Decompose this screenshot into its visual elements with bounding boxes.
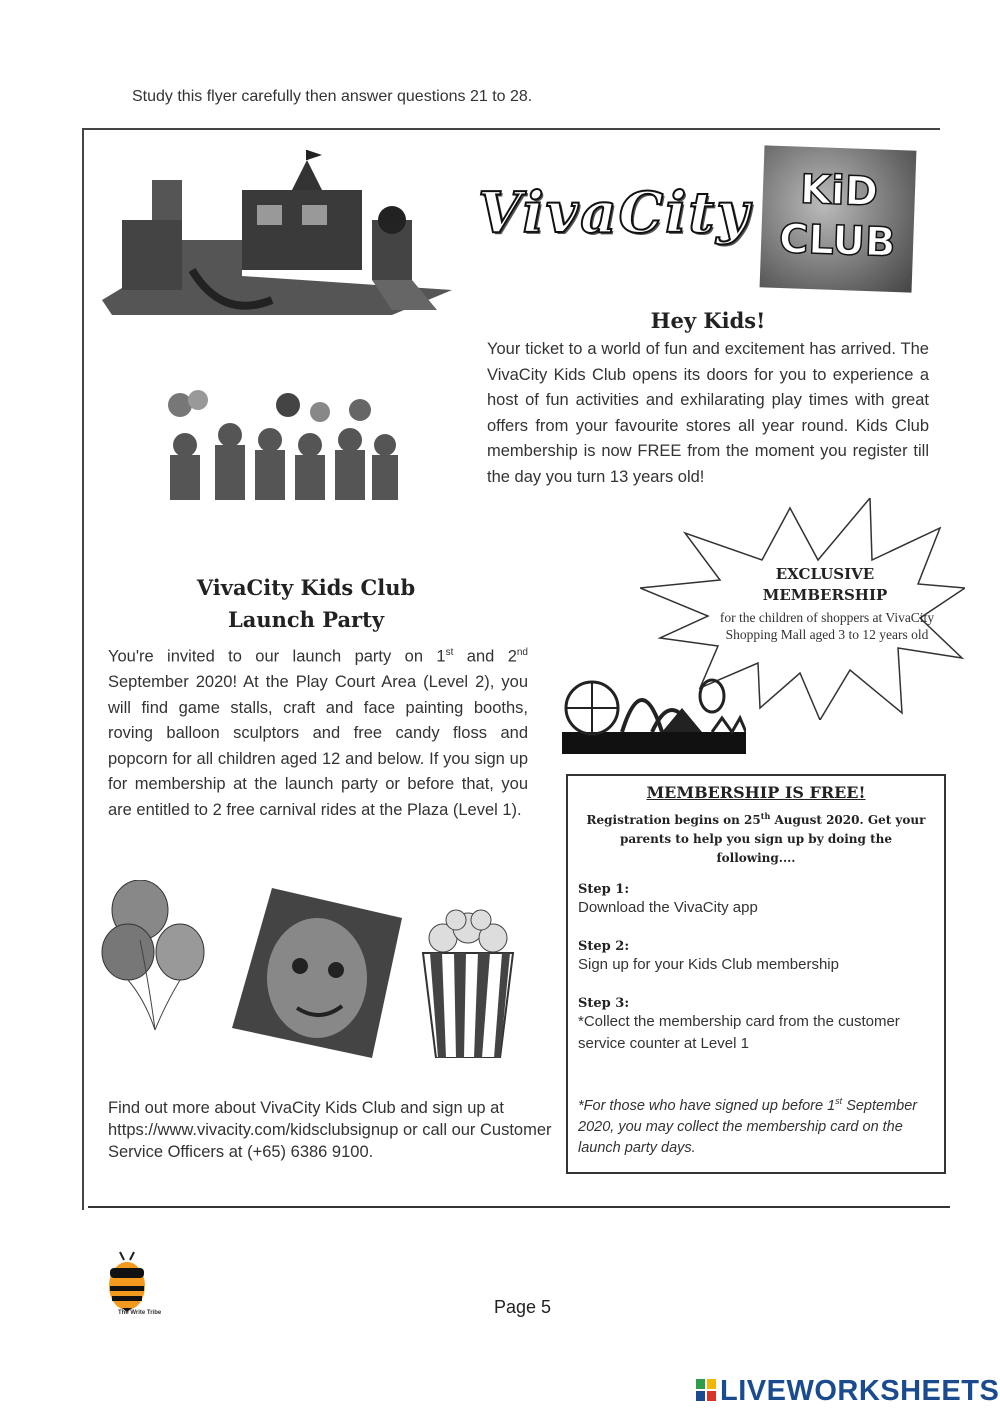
step-1: [578, 882, 928, 919]
step-2-label: Step 2:: [578, 939, 630, 954]
step-2-text: Sign up for your Kids Club membership: [578, 956, 839, 973]
note-sup: st: [835, 1096, 843, 1106]
flyer-border-bottom: [88, 1206, 950, 1208]
vivacity-logo: VivaCity: [478, 180, 751, 246]
step-1-label: Step 1:: [578, 882, 630, 897]
flyer-border-top: [82, 128, 940, 130]
launch-title-line1: VivaCity Kids Club: [196, 575, 416, 600]
registration-rest: August 2020. Get your parents to help you sign up by doing the following....: [619, 813, 926, 865]
popcorn-illustration: [418, 908, 518, 1058]
face-painting-illustration: [232, 888, 402, 1058]
launch-body-start: You're invited to our launch party on 1: [108, 647, 446, 666]
step-1-text: Download the VivaCity app: [578, 899, 758, 916]
registration-start: Registration begins on 25: [586, 813, 761, 827]
launch-body-and: and 2: [453, 647, 517, 666]
exclusive-membership-description: for the children of shoppers at VivaCity Shopping Mall aged 3 to 12 years old: [719, 610, 935, 642]
launch-party-title: [108, 572, 504, 636]
launch-sup-2: nd: [516, 647, 528, 658]
bee-logo: [102, 1250, 152, 1312]
kid-club-badge-line2: CLUB: [778, 215, 897, 267]
launch-title-line2: Launch Party: [227, 607, 385, 632]
flyer-border-left: [82, 128, 84, 1210]
exclusive-title-line2: MEMBERSHIP: [762, 586, 888, 604]
liveworksheets-logo: LIVEWORKSHEETS: [720, 1375, 1000, 1407]
playground-illustration: [92, 150, 460, 320]
page-number: Page 5: [494, 1297, 552, 1317]
step-2: [578, 939, 928, 976]
kid-club-badge: [760, 145, 917, 292]
registration-sup: th: [760, 811, 771, 821]
step-3-label: Step 3:: [578, 996, 630, 1011]
launch-party-body: [108, 640, 528, 823]
carnival-skyline-illustration: [562, 658, 746, 754]
exclusive-membership-title: [730, 564, 920, 606]
liveworksheets-icon: [696, 1379, 716, 1401]
kids-balloons-illustration: [160, 390, 400, 510]
balloons-illustration: [100, 880, 210, 1040]
registration-info: [580, 807, 932, 868]
membership-note: [578, 1091, 938, 1159]
step-3: [578, 996, 908, 1055]
find-out-more-text: Find out more about VivaCity Kids Club and sign up at https://www.vivacity.com/kidsclubsignup or call our Customer Service Officers at (+65) 6386 9100.: [108, 1099, 552, 1161]
hey-kids-body: Your ticket to a world of fun and excitement has arrived. The VivaCity Kids Club opens its doors for you to experience a host of fun activities and exhilarating play times with great offers from your favourite stores all year round. Kids Club membership is now FREE from the moment you register till the day you turn 13 years old!: [487, 340, 929, 486]
instruction-text: Study this flyer carefully then answer questions 21 to 28.: [132, 88, 533, 105]
membership-free-title: MEMBERSHIP IS FREE!: [646, 783, 866, 802]
step-3-text: *Collect the membership card from the customer service counter at Level 1: [578, 1013, 900, 1052]
kid-club-badge-line1: KiD: [799, 166, 879, 216]
launch-sup-1: st: [445, 647, 454, 658]
note-start: *For those who have signed up before 1: [578, 1097, 836, 1114]
exclusive-title-line1: EXCLUSIVE: [775, 565, 875, 583]
note-rest: September 2020, you may collect the membership card on the launch party days.: [578, 1097, 918, 1156]
write-tribe-label: The Write Tribe: [118, 1310, 162, 1316]
hey-kids-title: Hey Kids!: [650, 308, 766, 333]
launch-body-rest: September 2020! At the Play Court Area (Level 2), you will find game stalls, craft and face painting booths, roving balloon sculptors and free candy floss and popcorn for all children aged 12 and below. If you sign up for membership at the launch party or before that, you are entitled to 2 free carnival rides at the Plaza (Level 1).: [108, 673, 528, 819]
